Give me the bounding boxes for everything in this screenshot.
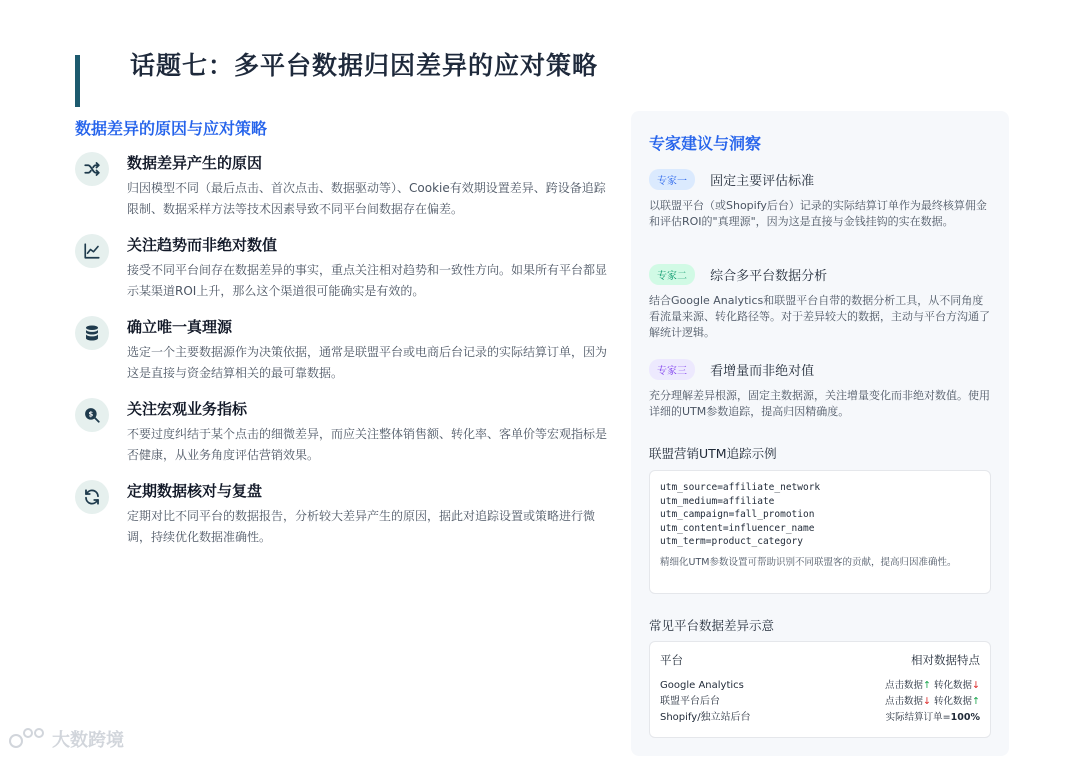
utm-line: utm_source=affiliate_network <box>660 482 821 493</box>
diff-feature <box>885 678 980 694</box>
strategy-item <box>75 232 615 314</box>
feature-label: 点击数据 <box>885 680 924 691</box>
feature-label: 点击数据 <box>885 696 924 707</box>
strategy-item-desc: 不要过度纠结于某个点击的细微差异，而应关注整体销售额、转化率、客单价等宏观指标是否健康，从业务角度评估营销效果。 <box>127 427 608 462</box>
strategy-item-desc: 选定一个主要数据源作为决策依据，通常是联盟平台或电商后台记录的实际结算订单，因为这是直接与资金结算相关的最可靠数据。 <box>127 345 608 380</box>
strategy-item-desc: 定期对比不同平台的数据报告，分析较大差异产生的原因，据此对追踪设置或策略进行微调，持续优化数据准确性。 <box>127 509 596 544</box>
diff-row <box>660 678 980 694</box>
utm-line: utm_content=influencer_name <box>660 522 815 534</box>
arrow-down-icon: ↓ <box>972 680 980 691</box>
search-dollar-icon <box>75 398 109 432</box>
feature-value: 100% <box>950 712 980 723</box>
strategy-list <box>75 150 615 560</box>
diff-feature <box>886 710 980 726</box>
expert-heading: 固定主要评估标准 <box>710 174 815 189</box>
diff-row <box>660 710 980 726</box>
diff-col-platform: 平台 <box>660 653 683 667</box>
sync-icon <box>75 480 109 514</box>
strategy-item <box>75 478 615 560</box>
strategy-item-title: 数据差异产生的原因 <box>127 154 263 172</box>
diff-platform: Shopify/独立站后台 <box>660 712 751 723</box>
strategy-item-title: 关注趋势而非绝对数值 <box>127 236 278 254</box>
utm-code-box <box>649 470 991 594</box>
strategy-item-desc: 归因模型不同（最后点击、首次点击、数据驱动等）、Cookie有效期设置差异、跨设备追踪限制、数据采样方法等技术因素导致不同平台间数据存在偏差。 <box>127 181 606 216</box>
strategy-item-desc: 接受不同平台间存在数据差异的事实，重点关注相对趋势和一致性方向。如果所有平台都显示某渠道ROI上升，那么这个渠道很可能确实是有效的。 <box>127 263 608 298</box>
utm-note: 精细化UTM参数设置可帮助识别不同联盟客的贡献，提高归因准确性。 <box>660 556 957 568</box>
diff-col-feature: 相对数据特点 <box>911 653 980 667</box>
strategy-item <box>75 396 615 478</box>
strategy-item <box>75 314 615 396</box>
utm-section-title: 联盟营销UTM追踪示例 <box>649 446 777 461</box>
watermark <box>8 726 124 752</box>
shuffle-icon <box>75 152 109 186</box>
expert-badge: 专家一 <box>649 169 695 190</box>
strategy-item-title: 定期数据核对与复盘 <box>127 482 263 500</box>
diff-section-title: 常见平台数据差异示意 <box>649 618 775 633</box>
arrow-up-icon: ↑ <box>972 696 980 707</box>
diff-row <box>660 694 980 710</box>
expert-block <box>649 169 991 230</box>
utm-line: utm_medium=affiliate <box>660 495 775 507</box>
expert-block <box>649 359 991 420</box>
expert-heading: 综合多平台数据分析 <box>710 269 828 284</box>
section-heading: 数据差异的原因与应对策略 <box>75 119 268 138</box>
diff-feature <box>885 694 980 710</box>
database-icon <box>75 316 109 350</box>
expert-block <box>649 264 991 341</box>
feature-label: 转化数据 <box>934 696 973 707</box>
expert-heading: 看增量而非绝对值 <box>710 364 815 379</box>
expert-desc: 以联盟平台（或Shopify后台）记录的实际结算订单作为最终核算佣金和评估ROI的"真理源"，因为这是直接与金钱挂钩的实在数据。 <box>649 199 987 228</box>
utm-line: utm_campaign=fall_promotion <box>660 509 815 521</box>
diff-table-header <box>660 652 980 668</box>
utm-code <box>660 481 980 549</box>
expert-badge: 专家三 <box>649 359 695 380</box>
title-accent-bar <box>75 55 80 107</box>
arrow-up-icon: ↑ <box>923 680 931 691</box>
diff-platform: 联盟平台后台 <box>660 696 720 707</box>
utm-line: utm_term=product_category <box>660 536 803 548</box>
diff-table <box>649 641 991 738</box>
strategy-item-title: 确立唯一真理源 <box>127 318 233 336</box>
watermark-logo-icon <box>8 726 48 752</box>
watermark-text: 大数跨境 <box>52 730 124 751</box>
feature-label: 转化数据 <box>934 680 973 691</box>
diff-platform: Google Analytics <box>660 680 744 691</box>
trend-chart-icon <box>75 234 109 268</box>
panel-title: 专家建议与洞察 <box>649 134 762 153</box>
feature-label: 实际结算订单= <box>885 712 951 723</box>
expert-panel <box>631 111 1009 756</box>
page-title: 话题七：多平台数据归因差异的应对策略 <box>130 51 599 80</box>
expert-badge: 专家二 <box>649 264 695 285</box>
strategy-item-title: 关注宏观业务指标 <box>127 400 248 418</box>
expert-desc: 充分理解差异根源，固定主数据源，关注增量变化而非绝对数值。使用详细的UTM参数追踪，提高归因精确度。 <box>649 389 990 418</box>
svg-text:$: $ <box>88 410 94 419</box>
expert-desc: 结合Google Analytics和联盟平台自带的数据分析工具，从不同角度看流量来源、转化路径等。对于差异较大的数据，主动与平台方沟通了解统计逻辑。 <box>649 294 990 339</box>
strategy-item <box>75 150 615 232</box>
arrow-down-icon: ↓ <box>923 696 931 707</box>
